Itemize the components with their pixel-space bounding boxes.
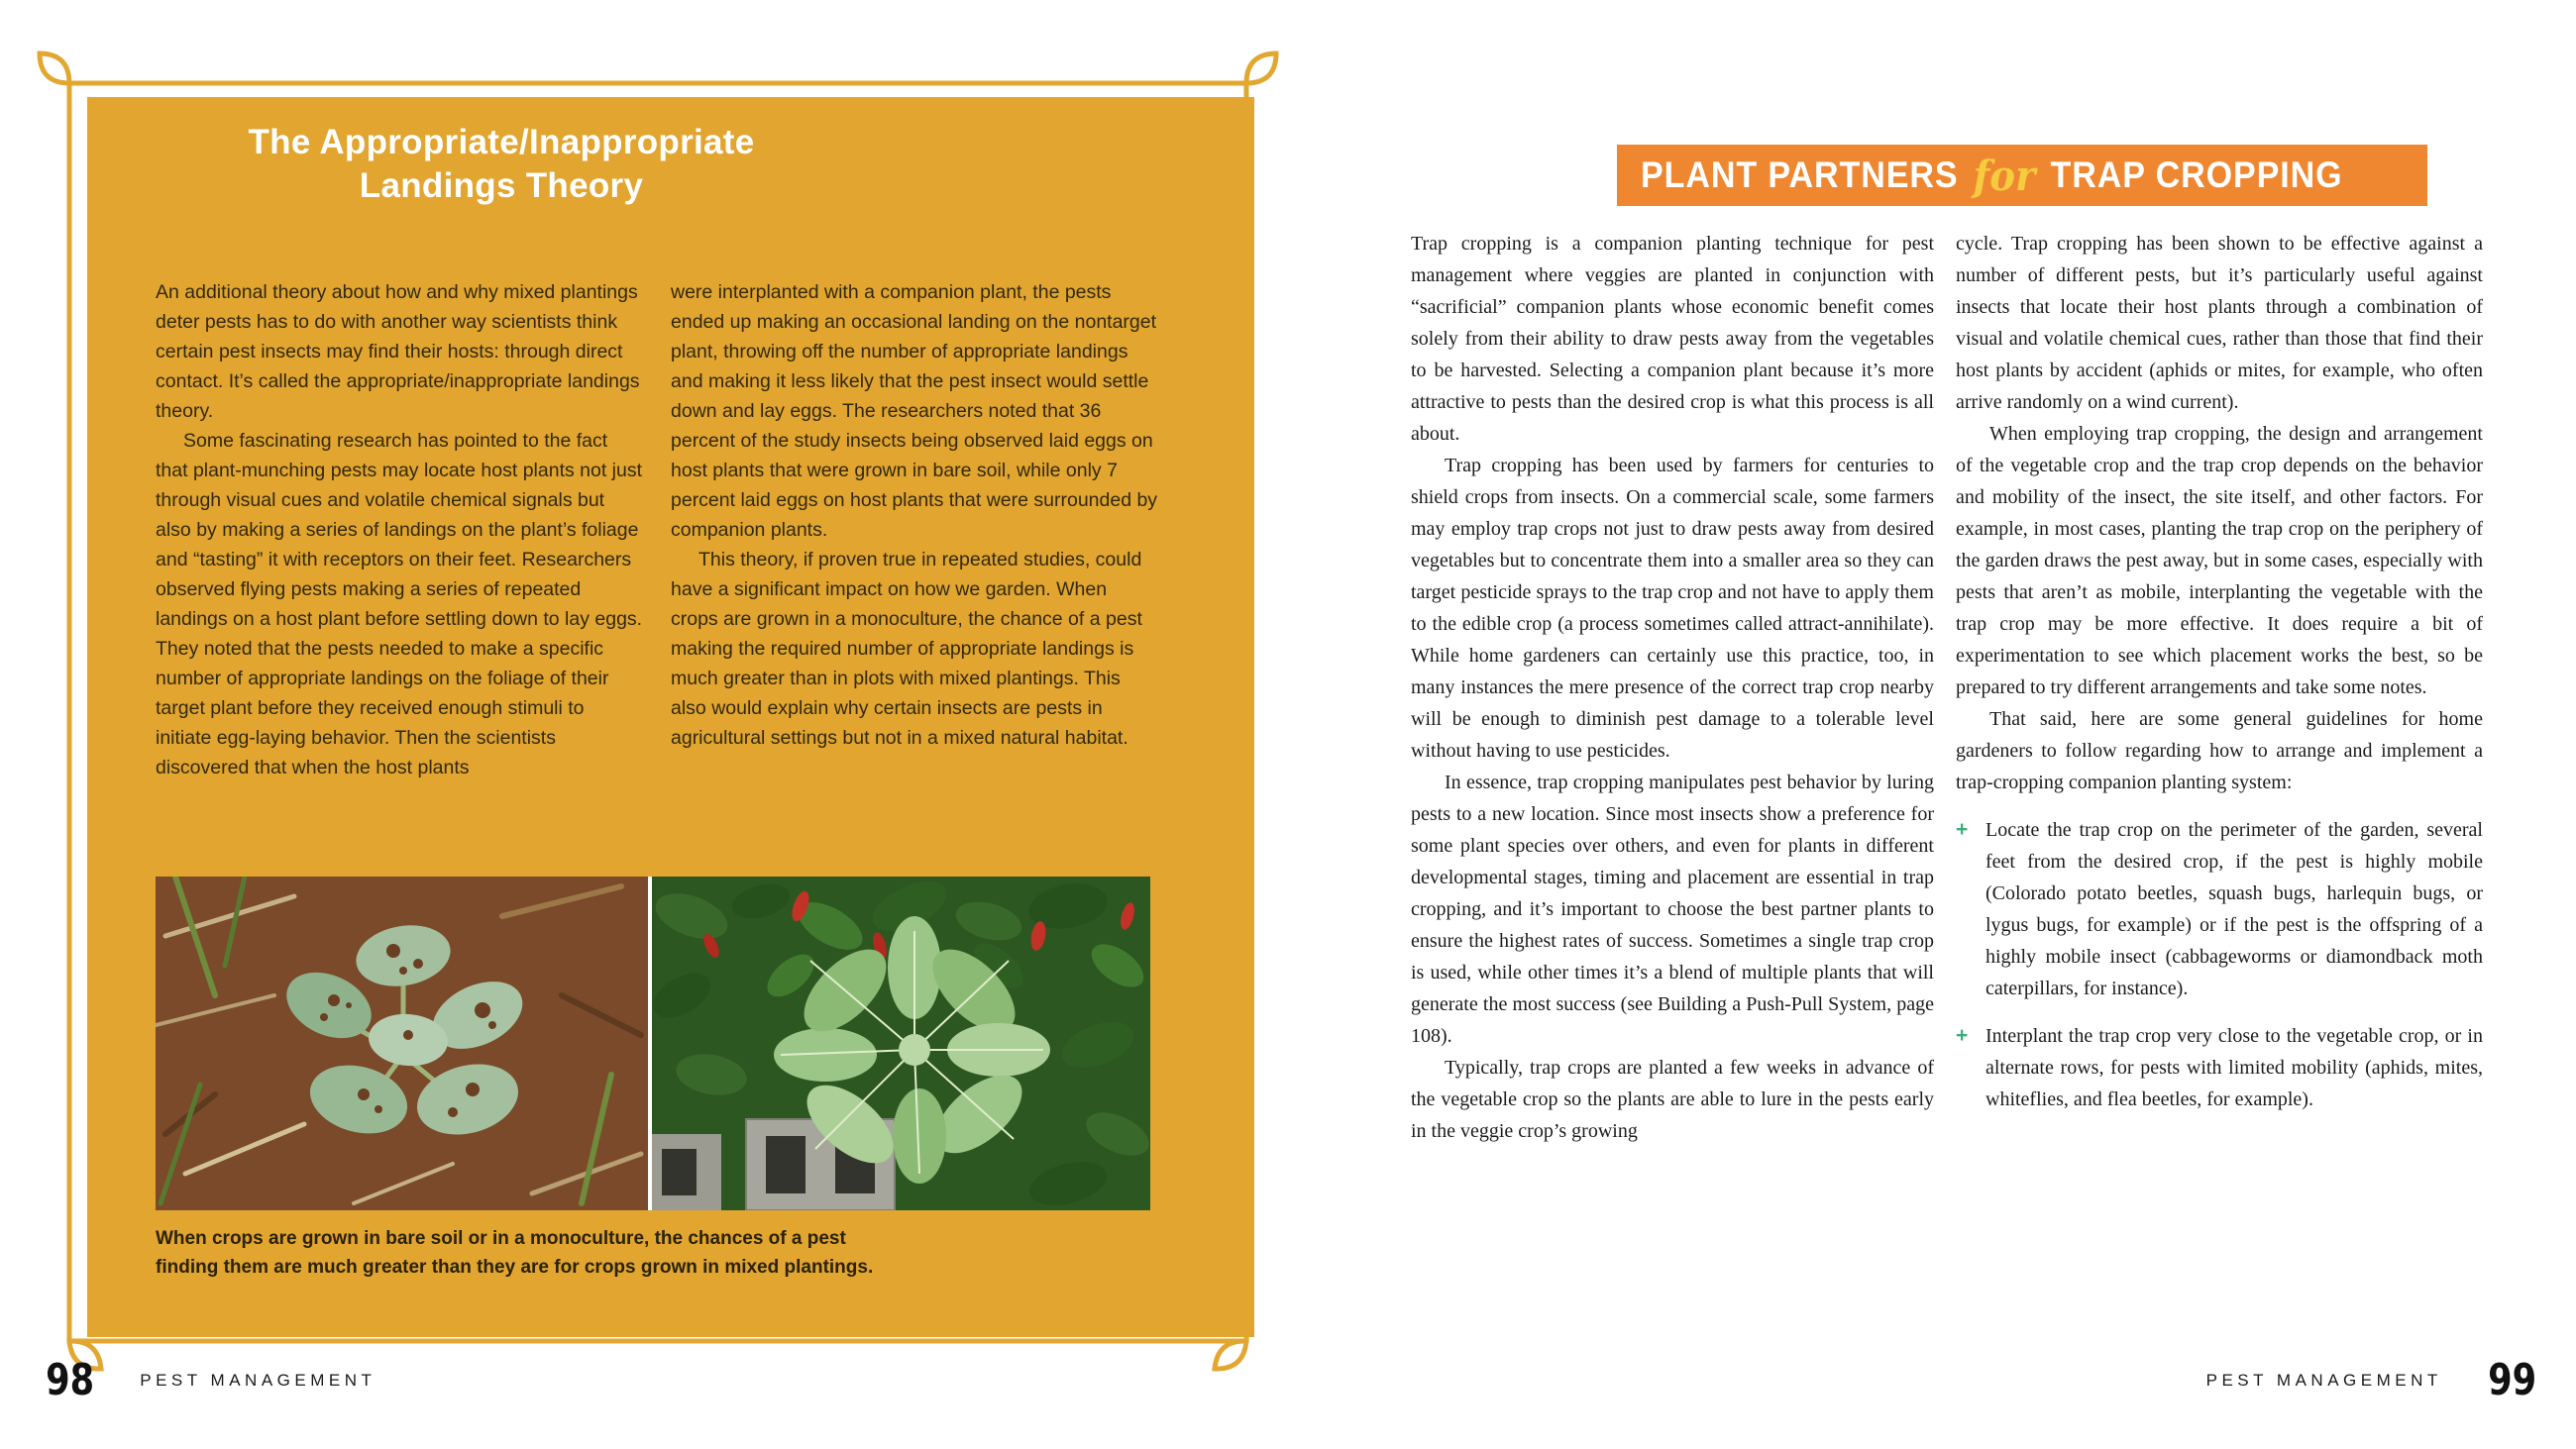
feature-box-column-1 (156, 277, 643, 782)
banner-part-1: PLANT PARTNERS (1641, 155, 1959, 195)
photo-caption: When crops are grown in bare soil or in a monoculture, the chances of a pest finding them are much greater than they are for crops grown in mixed plantings. (156, 1228, 874, 1278)
banner-for-word: for (1973, 152, 2036, 200)
bullet-text: Locate the trap crop on the perimeter of the garden, several feet from the desired crop, if the pest is highly mobile (Colorado potato beetles, squash bugs, harlequin bugs, or lygus bugs, for example) or if the pest is the offspring of a highly mobile insect (cabbageworms or diamondback moth caterpillars, for instance). (1986, 819, 2483, 999)
feature-box-column-2 (671, 277, 1158, 782)
paragraph: Trap cropping is a companion planting technique for pest management where veggies are planted in conjunction with “sacrificial” companion plants whose economic benefit comes solely from their ability to draw pests away from the vegetables to be harvested. Selecting a companion plant because it’s more attractive to pests than the desired crop is what this process is all about. (1411, 233, 1934, 445)
title-line-2: Landings Theory (359, 166, 644, 205)
corner-flourish-icon (1215, 1341, 1246, 1369)
feature-box-columns (156, 277, 1158, 782)
banner-part-2: TRAP CROPPING (2050, 155, 2343, 195)
paragraph: An additional theory about how and why mixed plantings deter pests has to do with another way scientists think certain pest insects may find their hosts: through direct contact. It’s called the appropriate/inappropriate landings theory. (156, 281, 640, 422)
corner-flourish-icon (1246, 53, 1276, 83)
section-banner (1617, 145, 2427, 206)
photo-healthy-plant-mixed-planting (652, 877, 1150, 1210)
paragraph: cycle. Trap cropping has been shown to be effective against a number of different pests, but it’s particularly useful against insects that locate their host plants through a combination of visual and volatile chemical cues, rather than those that find their host plants by accident (aphids or mites, for example, who often arrive randomly on a wind current). (1956, 233, 2483, 413)
footer-left (40, 1355, 376, 1405)
page-99 (1288, 0, 2576, 1449)
paragraph: That said, here are some general guidelines for home gardeners to follow regarding how to arrange and implement a trap-cropping companion planting system: (1956, 708, 2483, 793)
paragraph: When employing trap cropping, the design and arrangement of the vegetable crop and the trap crop depends on the behavior and mobility of the insect, the site itself, and other factors. For example, in most cases, planting the trap crop on the periphery of the garden draws the pest away, but in some cases, especially with pests that aren’t as mobile, interplanting the vegetable with the trap crop may be more effective. It does require a bit of experimentation to see which placement works the best, so be prepared to try different arrangements and take some notes. (1956, 423, 2483, 698)
paragraph: were interplanted with a companion plant, the pests ended up making an occasional landing on the nontarget plant, throwing off the number of appropriate landings and making it less likely that the pest insect would settle down and lay eggs. The researchers noted that 36 percent of the study insects being observed laid eggs on host plants that were grown in bare soil, while only 7 percent laid eggs on host plants that were surrounded by companion plants. (671, 281, 1158, 541)
paragraph: In essence, trap cropping manipulates pest behavior by luring pests to a new location. Since most insects show a preference for some plant species over others, and even for plants in different developmental stages, timing and placement are essential in trap cropping, and it’s important to choose the best partner plants to ensure the highest rates of success. Sometimes a single trap crop is used, while other times it’s a blend of multiple plants that will generate the most success (see Building a Push-Pull System, page 108). (1411, 772, 1934, 1047)
bullet-item (1956, 814, 2483, 1004)
feature-box-title (115, 121, 888, 208)
plus-bullet-icon: + (1956, 818, 1969, 841)
footer-right (2206, 1355, 2542, 1405)
photo-damaged-plant-bare-soil (156, 877, 648, 1210)
text-column-2 (1956, 228, 2483, 1115)
bullet-item (1956, 1020, 2483, 1115)
paragraph: Trap cropping has been used by farmers for centuries to shield crops from insects. On a commercial scale, some farmers may employ trap crops not just to draw pests away from desired vegetables but to concentrate them into a smaller area so they can target pesticide sprays to the trap crop and not have to apply them to the edible crop (a process sometimes called attract-annihilate). While home gardeners can certainly use this practice, too, in many instances the mere presence of the correct trap crop nearby will be enough to diminish pest damage to a tolerable level without having to use pesticides. (1411, 455, 1934, 762)
section-label: PEST MANAGEMENT (140, 1370, 376, 1390)
title-line-1: The Appropriate/Inappropriate (248, 123, 755, 161)
page-number: 98 (46, 1355, 95, 1405)
page-number: 99 (2487, 1355, 2536, 1405)
section-banner-text (1641, 145, 2343, 206)
section-label: PEST MANAGEMENT (2205, 1370, 2442, 1390)
corner-flourish-icon (40, 53, 69, 83)
paragraph: Some fascinating research has pointed to the fact that plant-munching pests may locate host plants not just through visual cues and volatile chemical signals but also by making a series of landings on the plant’s foliage and “tasting” it with receptors on their feet. Researchers observed flying pests making a series of repeated landings on a host plant before settling down to lay eggs. They noted that the pests needed to make a specific number of appropriate landings on the foliage of their target plant before they received enough stimuli to initiate egg-laying behavior. Then the scientists discovered that when the host plants (156, 430, 643, 778)
feature-box (87, 97, 1254, 1337)
bullet-text: Interplant the trap crop very close to the vegetable crop, or in alternate rows, for pests with limited mobility (aphids, mites, whiteflies, and flea beetles, for example). (1986, 1025, 2483, 1110)
plus-bullet-icon: + (1956, 1024, 1969, 1047)
photo-pair (156, 877, 1150, 1210)
paragraph: Typically, trap crops are planted a few weeks in advance of the vegetable crop so the plants are able to lure in the pests early in the veggie crop’s growing (1411, 1057, 1934, 1142)
paragraph: This theory, if proven true in repeated studies, could have a significant impact on how we garden. When crops are grown in a monoculture, the chance of a pest making the required number of appropriate landings is much greater than in plots with mixed plantings. This also would explain why certain insects are pests in agricultural settings but not in a mixed natural habitat. (671, 549, 1142, 749)
text-column-1 (1411, 228, 1934, 1147)
